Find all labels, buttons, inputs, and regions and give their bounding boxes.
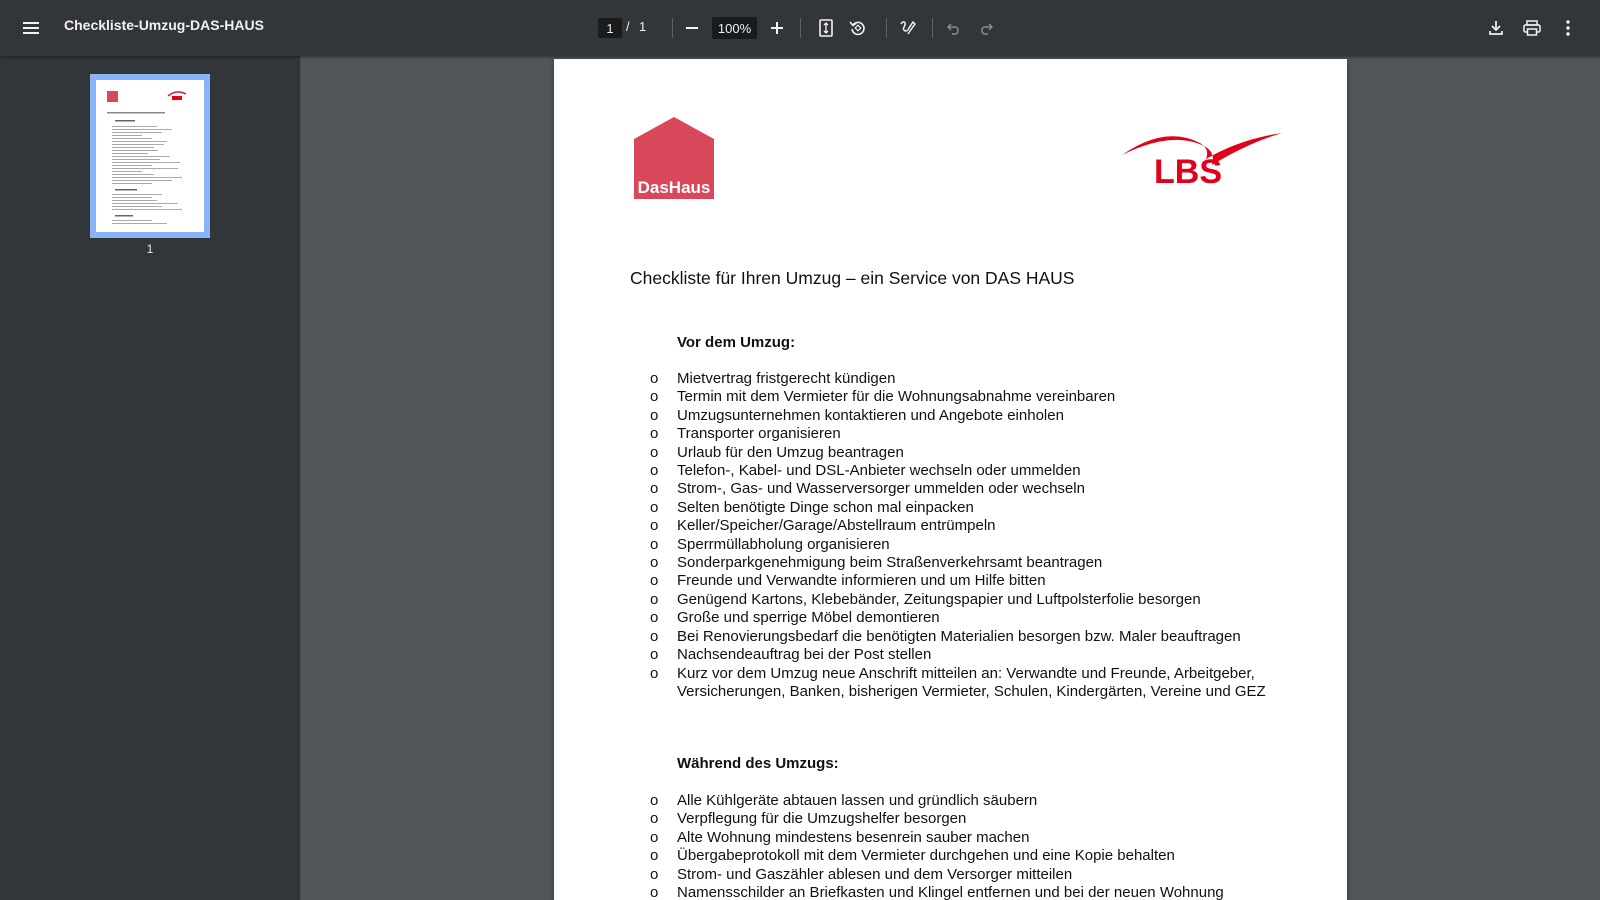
checklist-item-text: Selten benötigte Dinge schon mal einpacken [677, 498, 974, 516]
checklist-item-text: Strom-, Gas- und Wasserversorger ummelden oder wechseln [677, 480, 1085, 498]
page-total: 1 [639, 19, 647, 34]
checklist-item [650, 792, 1270, 810]
checklist-item-text: Sonderparkgenehmigung beim Straßenverkehrsamt beantragen [677, 554, 1103, 572]
page-thumbnail[interactable] [90, 74, 210, 238]
bullet-marker: o [650, 535, 659, 553]
checklist-item [650, 536, 1270, 554]
checklist-item [650, 444, 1270, 462]
checklist-item [650, 628, 1270, 646]
redo-button[interactable] [970, 12, 1002, 44]
document-title: Checkliste-Umzug-DAS-HAUS [64, 17, 264, 33]
lbs-logo [1120, 129, 1284, 194]
bullet-marker: o [650, 572, 659, 590]
bullet-marker: o [650, 792, 659, 809]
bullet-marker: o [650, 406, 659, 424]
fit-page-button[interactable] [810, 12, 842, 44]
fit-page-icon [819, 19, 833, 37]
checklist-item [650, 388, 1270, 406]
thumbnail-page-number: 1 [146, 242, 154, 256]
das-haus-logo [634, 117, 714, 204]
checklist-item-text: Umzugsunternehmen kontaktieren und Angebote einholen [677, 406, 1064, 424]
das-haus-logo-text: DasHaus [637, 178, 711, 197]
checklist-item-text: Namensschilder an Briefkasten und Klingel entfernen und bei der neuen Wohnung [677, 884, 1224, 900]
bullet-marker: o [650, 425, 659, 443]
pdf-toolbar [0, 0, 1600, 56]
document-viewer[interactable] [301, 56, 1600, 900]
rotate-button[interactable] [842, 12, 874, 44]
document-heading: Checkliste für Ihren Umzug – ein Service von DAS HAUS [630, 268, 1075, 288]
thumbnail-sidebar [0, 56, 301, 900]
checklist-item [650, 517, 1270, 535]
checklist-item-text: Urlaub für den Umzug beantragen [677, 443, 904, 461]
checklist-item [650, 499, 1270, 517]
toolbar-divider [886, 18, 887, 38]
zoom-input[interactable]: 100% [712, 17, 757, 39]
bullet-marker: o [650, 627, 659, 645]
checklist-item-text: Bei Renovierungsbedarf die benötigten Materialien besorgen bzw. Maler beauftragen [677, 627, 1241, 645]
checklist-item-text: Mietvertrag fristgerecht kündigen [677, 370, 896, 387]
checklist-item-text: Alte Wohnung mindestens besenrein sauber machen [677, 828, 1030, 846]
annotate-icon [899, 19, 917, 37]
checklist-item [650, 407, 1270, 425]
download-icon [1488, 20, 1504, 36]
plus-icon [770, 21, 784, 35]
checklist-item-text: Termin mit dem Vermieter für die Wohnungsabnahme vereinbaren [677, 388, 1116, 406]
bullet-marker: o [650, 554, 659, 572]
checklist-item-text: Übergabeprotokoll mit dem Vermieter durchgehen und eine Kopie behalten [677, 847, 1175, 865]
print-button[interactable] [1516, 12, 1548, 44]
bullet-marker: o [650, 810, 659, 828]
checklist-item-text: Strom- und Gaszähler ablesen und dem Versorger mitteilen [677, 865, 1073, 883]
toolbar-divider [932, 18, 933, 38]
redo-icon [978, 21, 994, 35]
bullet-marker: o [650, 847, 659, 865]
thumbnail-page-preview [96, 80, 204, 232]
checklist-item [650, 866, 1270, 884]
checklist-during-move [650, 792, 1270, 900]
checklist-item [650, 609, 1270, 627]
checklist-item-text: Kurz vor dem Umzug neue Anschrift mitteilen an: Verwandte und Freunde, Arbeitgeber, Versicherungen, Banken, bisherigen Vermieter, Schulen, Kindergärten, Vereine und GEZ [677, 664, 1266, 700]
checklist-before-move [650, 370, 1270, 701]
checklist-item [650, 462, 1270, 480]
bullet-marker: o [650, 517, 659, 535]
zoom-in-button[interactable] [761, 12, 793, 44]
checklist-item [650, 646, 1270, 664]
undo-button[interactable] [938, 12, 970, 44]
checklist-item-text: Sperrmüllabholung organisieren [677, 535, 890, 553]
thumbnail-content [96, 80, 204, 232]
toolbar-divider [672, 18, 673, 38]
checklist-item [650, 829, 1270, 847]
pdf-page [554, 59, 1347, 900]
page-number-input[interactable]: 1 [598, 18, 622, 38]
download-button[interactable] [1480, 12, 1512, 44]
checklist-item [650, 425, 1270, 443]
bullet-marker: o [650, 828, 659, 846]
checklist-item [650, 480, 1270, 498]
checklist-item-text: Transporter organisieren [677, 425, 841, 443]
more-vert-icon[interactable] [1552, 12, 1584, 44]
checklist-item-text: Genügend Kartons, Klebebänder, Zeitungspapier und Luftpolsterfolie besorgen [677, 590, 1201, 608]
print-icon [1523, 20, 1541, 36]
bullet-marker: o [650, 609, 659, 627]
bullet-marker: o [650, 884, 659, 900]
bullet-marker: o [650, 664, 659, 682]
checklist-item [650, 554, 1270, 572]
checklist-item [650, 810, 1270, 828]
rotate-icon [849, 19, 867, 37]
page-separator: / [626, 19, 630, 34]
bullet-marker: o [650, 388, 659, 406]
bullet-marker: o [650, 480, 659, 498]
checklist-item-text: Keller/Speicher/Garage/Abstellraum entrümpeln [677, 517, 996, 535]
checklist-item-text: Telefon-, Kabel- und DSL-Anbieter wechseln oder ummelden [677, 462, 1081, 480]
bullet-marker: o [650, 498, 659, 516]
checklist-item-text: Alle Kühlgeräte abtauen lassen und gründlich säubern [677, 792, 1038, 809]
section-title-during-move: Während des Umzugs: [677, 755, 839, 772]
checklist-item-text: Freunde und Verwandte informieren und um Hilfe bitten [677, 572, 1046, 590]
bullet-marker: o [650, 590, 659, 608]
menu-icon[interactable] [16, 12, 48, 44]
bullet-marker: o [650, 370, 659, 387]
bullet-marker: o [650, 646, 659, 664]
checklist-item [650, 665, 1270, 702]
checklist-item [650, 847, 1270, 865]
bullet-marker: o [650, 443, 659, 461]
checklist-item-text: Verpflegung für die Umzugshelfer besorgen [677, 810, 967, 828]
annotate-button[interactable] [892, 12, 924, 44]
bullet-marker: o [650, 462, 659, 480]
zoom-out-button[interactable] [676, 12, 708, 44]
undo-icon [946, 21, 962, 35]
toolbar-divider [800, 18, 801, 38]
checklist-item [650, 370, 1270, 388]
checklist-item [650, 591, 1270, 609]
minus-icon [685, 21, 699, 35]
lbs-logo-text: LBS [1154, 153, 1222, 189]
checklist-item-text: Große und sperrige Möbel demontieren [677, 609, 940, 627]
checklist-item [650, 884, 1270, 900]
checklist-item [650, 572, 1270, 590]
section-title-before-move: Vor dem Umzug: [677, 334, 796, 351]
checklist-item-text: Nachsendeauftrag bei der Post stellen [677, 646, 932, 664]
bullet-marker: o [650, 865, 659, 883]
